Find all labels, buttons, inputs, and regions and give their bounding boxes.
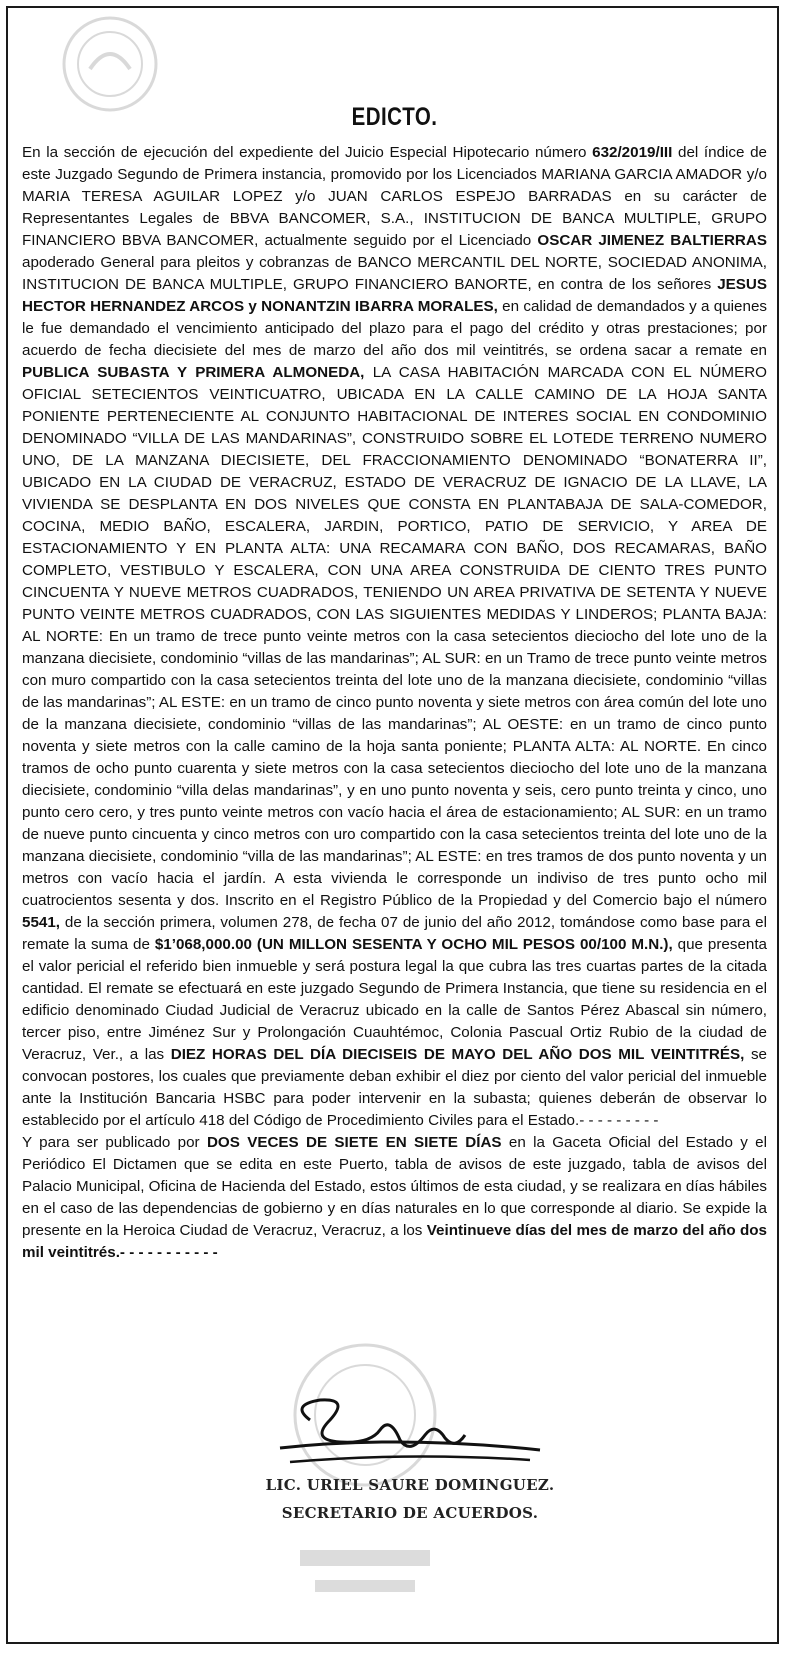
publication-frequency: DOS VECES DE SIETE EN SIETE DÍAS [206,1134,502,1151]
court-seal-icon [40,14,180,114]
issue-date: Veintinueve días del mes de marzo del año dos mil veintitrés.- - - - - - - - - - - [22,1222,767,1261]
expediente-number: 632/2019/III [592,144,673,161]
edict-body [22,142,767,1264]
document-title: EDICTO. [351,103,438,131]
edict-paragraph-2: Y para ser publicado por DOS VECES DE SIETE EN SIETE DÍAS en la Gaceta Oficial del Estado y el Periódico El Dictamen que se edita en este Puerto, tabla de avisos de este juzgado, tabla de avisos del Palacio Municipal, Oficina de Hacienda del Estado, estos últimos de esta ciudad, y se realizara en días hábiles en el caso de las dependencias de gobierno y en días naturales en lo que corresponde al diario. Se expide la presente en la Heroica Ciudad de Veracruz, Veracruz, a los Veintinueve días del mes de marzo del año dos mil veintitrés.- - - - - - - - - - - [22,1134,767,1261]
auction-type: PUBLICA SUBASTA Y PRIMERA ALMONEDA, [22,364,365,381]
base-amount: $1’068,000.00 (UN MILLON SESENTA Y OCHO MIL PESOS 00/100 M.N.), [154,936,673,953]
signature-block [230,1340,590,1640]
edict-paragraph-1: En la sección de ejecución del expediente del Juicio Especial Hipotecario número 632/2019/III del índice de este Juzgado Segundo de Primera instancia, promovido por los Licenciados MARIANA GARCIA AMADOR y/o MARIA TERESA AGUILAR LOPEZ y/o JUAN CARLOS ESPEJO BARRADAS en su carácter de Representantes Legales de BBVA BANCOMER, S.A., INSTITUCION DE BANCA MULTIPLE, GRUPO FINANCIERO BBVA BANCOMER, actualmente seguido por el Licenciado OSCAR JIMENEZ BALTIERRAS apoderado General para pleitos y cobranzas de BANCO MERCANTIL DEL NORTE, SOCIEDAD ANONIMA, INSTITUCION DE BANCA MULTIPLE, GRUPO FINANCIERO BANORTE, en contra de los señores JESUS HECTOR HERNANDEZ ARCOS y NONANTZIN IBARRA MORALES, en calidad de demandados y a quienes le fue demandado el vencimiento anticipado del plazo para el pago del crédito y otras prestaciones; por acuerdo de fecha diecisiete del mes de marzo del año dos mil veintitrés, se ordena sacar a remate en PUBLICA SUBASTA Y PRIMERA ALMONEDA, LA CASA HABITACIÓN MARCADA CON EL NÚMERO OFICIAL SETECIENTOS VEINTICUATRO, UBICADA EN LA CALLE CAMINO DE LA HOJA SANTA PONIENTE PERTENECIENTE AL CONJUNTO HABITACIONAL DE INTERES SOCIAL EN CONDOMINIO DENOMINADO “VILLA DE LAS MANDARINAS”, CONSTRUIDO SOBRE EL LOTEDE TERRENO NUMERO UNO, DE LA MANZANA DIECISIETE, DEL FRACCIONAMIENTO DENOMINADO “BONATERRA II”, UBICADO EN LA CIUDAD DE VERACRUZ, ESTADO DE VERACRUZ DE IGNACIO DE LA LLAVE, LA VIVIENDA SE DESPLANTA EN DOS NIVELES QUE CONSTA EN PLANTABAJA DE SALA-COMEDOR, COCINA, MEDIO BAÑO, ESCALERA, JARDIN, PORTICO, PATIO DE SERVICIO, Y AREA DE ESTACIONAMIENTO Y EN PLANTA ALTA: UNA RECAMARA CON BAÑO, DOS RECAMARAS, BAÑO COMPLETO, VESTIBULO Y ESCALERA, CON UNA AREA CONSTRUIDA DE CIENTO TRES PUNTO CINCUENTA Y NUEVE METROS CUADRADOS, TENIENDO UN AREA PRIVATIVA DE SETENTA Y NUEVE PUNTO VEINTE METROS CUADRADOS, CON LAS SIGUIENTES MEDIDAS Y LINDEROS; PLANTA BAJA: AL NORTE: En un tramo de trece punto veinte metros con la casa setecientos dieciocho del lote uno de la manzana diecisiete, condominio “villas de las mandarinas”; AL SUR: en un Tramo de trece punto veinte metros con muro compartido con la casa setecientos treinta del lote uno de la manzana diecisiete, condominio “villas de las mandarinas”; AL ESTE: en un tramo de cinco punto noventa y siete metros con área común del lote uno de la manzana diecisiete, condominio “villas de las mandarinas”; AL OESTE: en un tramo de cinco punto noventa y siete metros con la calle camino de la hoja santa poniente; PLANTA ALTA: AL NORTE. En cinco tramos de ocho punto cuarenta y siete metros con la casa setecientos dieciocho del lote uno de la manzana diecisiete, condominio “villa delas mandarinas”, y en uno punto noventa y seis, cero punto treinta y cinco, uno punto cero cero, y tres punto veinte metros con vacío hacia el área de estacionamiento; AL SUR: en un tramo de nueve punto cincuenta y cinco metros con uro compartido con la casa setecientos treinta del lote uno de la manzana diecisiete, condominio “villa de las mandarinas”; AL ESTE: en tres tramos de dos punto noventa y un metros con vacío hacia el jardín. A esta vivienda le corresponde un indiviso de tres punto ocho mil cuatrocientos sesenta y dos. Inscrito en el Registro Público de la Propiedad y del Comercio bajo el número 5541, de la sección primera, volumen 278, de fecha 07 de junio del año 2012, tomándose como base para el remate la suma de $1’068,000.00 (UN MILLON SESENTA Y OCHO MIL PESOS 00/100 M.N.), que presenta el valor pericial el referido bien inmueble y será postura legal la que cubra las tres cuartas partes de la citada cantidad. El remate se efectuará en este juzgado Segundo de Primera Instancia, que tiene su residencia en el edificio denominado Ciudad Judicial de Veracruz ubicado en la calle de Santos Pérez Abascal sin número, tercer piso, entre Jiménez Sur y Prolongación Cuauhtémoc, Colonia Pascual Ortiz Rubio de la ciudad de Veracruz, Ver., a las DIEZ HORAS DEL DÍA DIECISEIS DE MAYO DEL AÑO DOS MIL VEINTITRÉS, se convocan postores, los cuales que previamente deban exhibir el diez por ciento del valor pericial del inmueble ante la Institución Bancaria HSBC para poder intervenir en la subasta; quienes deberán de observar lo establecido por el artículo 418 del Código de Procedimiento Civiles para el Estado.- - - - - - - - - [22,144,768,1129]
signer-name: LIC. URIEL SAURE DOMINGUEZ. [265,1476,555,1494]
defendants-names: JESUS HECTOR HERNANDEZ ARCOS y NONANTZIN IBARRA MORALES, [22,276,767,315]
auction-datetime: DIEZ HORAS DEL DÍA DIECISEIS DE MAYO DEL AÑO DOS MIL VEINTITRÉS, [170,1046,745,1063]
signer-title: SECRETARIO DE ACUERDOS. [281,1504,539,1522]
handwritten-signature-icon [250,1380,550,1480]
registry-number: 5541, [22,914,61,931]
attorney-name: OSCAR JIMENEZ BALTIERRAS [537,232,768,249]
